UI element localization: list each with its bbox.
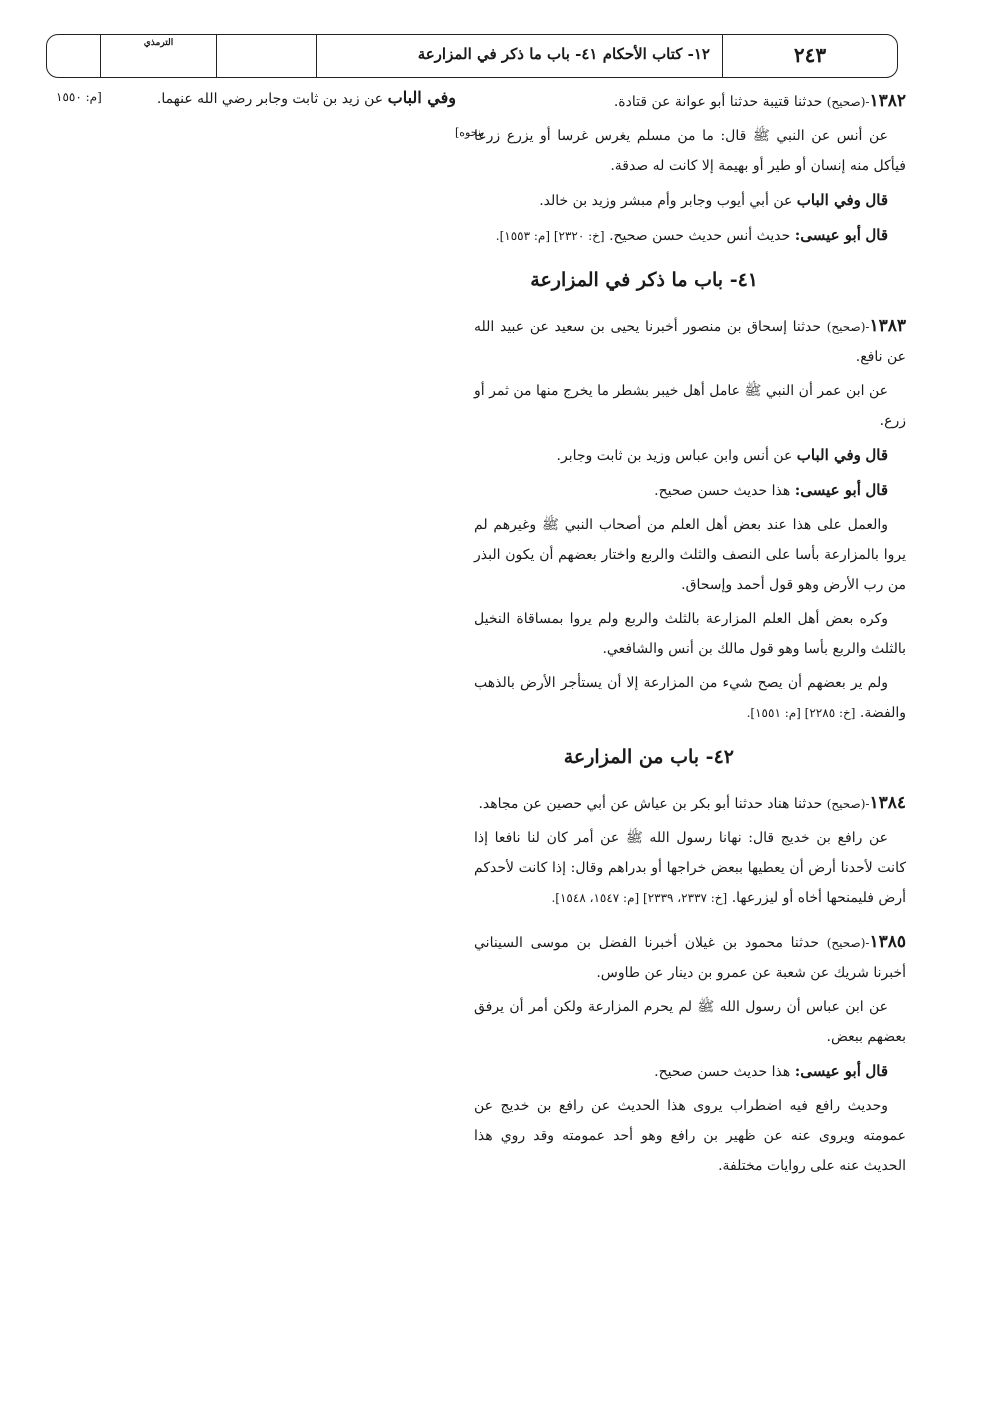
side-bab-label: وفي الباب: [387, 88, 456, 107]
qal-label: قال: [865, 481, 888, 499]
matn-text: عن رافع بن خديج قال: نهانا رسول الله ﷺ عن أمر كان لنا نافعا إذا كانت لأحدنا أرض أن يعطيها ببعض خراجها أو بدراهم وقال: إذا كانت لأحدكم أرض فليمنحها أخاه أو ليزرعها.: [474, 830, 906, 906]
hadith-1382-bab: [474, 185, 906, 216]
abu-isa-label: أبو عيسى:: [794, 226, 861, 244]
qal-label: قال: [865, 226, 888, 244]
side-bab-text: عن زيد بن ثابت وجابر رضي الله عنهما.: [156, 91, 384, 107]
qal-label: قال: [865, 1062, 888, 1080]
section-title-41: ٤١- باب ما ذكر في المزارعة: [530, 269, 758, 291]
bab-label: وفي الباب: [796, 191, 861, 209]
header-cell-title: [317, 35, 723, 77]
hadith-1385-commentary: وحديث رافع فيه اضطراب يروى هذا الحديث عن رافع بن خديج عن عمومته ويروى عنه عن ظهير بن رافع وهو أحد عمومته وقد روي هذا الحديث عنه على روايات مختلفة.: [474, 1098, 906, 1174]
hadith-1383-commentary-1: والعمل على هذا عند بعض أهل العلم من أصحاب النبي ﷺ وغيرهم لم يروا بالمزارعة بأسا على النصف والثلث والربع واختار بعضهم أن يكون البذر من رب الأرض وهو قول أحمد وإسحاق.: [474, 517, 906, 593]
hadith-number: ١٣٨٣: [869, 316, 907, 336]
hadith-number: ١٣٨٥: [869, 932, 906, 952]
abu-isa-label: أبو عيسى:: [794, 481, 861, 499]
isnad-text: حدثنا إسحاق بن منصور أخبرنا يحيى بن سعيد عن عبيد الله عن نافع.: [474, 319, 906, 365]
abu-isa-label: أبو عيسى:: [794, 1062, 861, 1080]
hadith-number: ١٣٨٢: [869, 91, 906, 111]
takhrij-reference: [خ: ٢٢٨٥] [م: ١٥٥١].: [746, 706, 856, 720]
verdict-text: هذا حديث حسن صحيح.: [654, 483, 791, 499]
hadith-grade: -(صحيح): [826, 797, 870, 811]
hadith-1383-verdict: [474, 475, 906, 506]
main-column: [474, 86, 906, 1185]
hadith-1382-isnad: [474, 86, 906, 117]
side-snippet: [56, 88, 456, 112]
hadith-1383-bab: [474, 440, 906, 471]
side-note: بنحوه]: [455, 126, 485, 139]
verdict-text: حديث أنس حديث حسن صحيح.: [609, 228, 791, 244]
bab-label: وفي الباب: [796, 446, 861, 464]
hadith-1383-matn: عن ابن عمر أن النبي ﷺ عامل أهل خيبر بشطر ما يخرج منها من ثمر أو زرع.: [474, 383, 906, 429]
hadith-1382-matn: عن أنس عن النبي ﷺ قال: ما من مسلم يغرس غرسا أو يزرع زرعا فيأكل منه إنسان أو طير أو بهيمة إلا كانت له صدقة.: [474, 128, 906, 174]
hadith-1384-matn: [474, 823, 906, 913]
commentary-text: ولم ير بعضهم أن يصح شيء من المزارعة إلا أن يستأجر الأرض بالذهب والفضة.: [474, 675, 906, 721]
hadith-1382-verdict: [474, 220, 906, 251]
qal-label: قال: [865, 191, 888, 209]
header-cell-empty-2: [217, 35, 317, 77]
isnad-text: حدثنا هناد حدثنا أبو بكر بن عياش عن أبي حصين عن مجاهد.: [478, 796, 823, 812]
page-number: ٢٤٣: [793, 43, 827, 67]
hadith-1383-commentary-3: [474, 668, 906, 728]
hadith-number: ١٣٨٤: [869, 793, 906, 813]
header-cell-page: [723, 35, 897, 77]
qal-label: قال: [865, 446, 888, 464]
hadith-1383-commentary-2: وكره بعض أهل العلم المزارعة بالثلث والربع ولم يروا بمساقاة النخيل بالثلث والربع بأسا وهو قول مالك بن أنس والشافعي.: [474, 611, 906, 657]
hadith-1385-matn: عن ابن عباس أن رسول الله ﷺ لم يحرم المزارعة ولكن أمر أن يرفق بعضهم ببعض.: [474, 999, 906, 1045]
bab-text: عن أنس وابن عباس وزيد بن ثابت وجابر.: [556, 448, 793, 464]
takhrij-reference: [خ: ٢٣٢٠] [م: ١٥٥٣].: [495, 229, 605, 243]
page-header: [46, 34, 898, 78]
hadith-1383-isnad: [474, 311, 906, 372]
header-cell-book: [101, 35, 217, 77]
section-title-42: ٤٢- باب من المزارعة: [563, 746, 734, 768]
header-chapter-title: ١٢- كتاب الأحكام ٤١- باب ما ذكر في المزارعة: [417, 45, 710, 63]
bab-text: عن أبي أيوب وجابر وأم مبشر وزيد بن خالد.: [539, 193, 793, 209]
takhrij-reference: [خ: ٢٣٣٧، ٢٣٣٩] [م: ١٥٤٧، ١٥٤٨].: [551, 891, 728, 905]
side-snippet-text: [157, 88, 456, 107]
hadith-1385-isnad: [474, 927, 906, 988]
hadith-grade: -(صحيح): [826, 95, 870, 109]
verdict-text: هذا حديث حسن صحيح.: [654, 1064, 791, 1080]
side-reference: [م: ١٥٥٠: [56, 90, 102, 104]
hadith-1385-verdict: [474, 1056, 906, 1087]
hadith-1384-isnad: [474, 788, 906, 819]
hadith-grade: -(صحيح): [826, 936, 870, 950]
header-book-label: الترمذي: [143, 38, 174, 48]
spacer: [474, 917, 906, 927]
isnad-text: حدثنا قتيبة حدثنا أبو عوانة عن قتادة.: [613, 94, 823, 110]
header-cell-empty-1: [47, 35, 101, 77]
isnad-text: حدثنا محمود بن غيلان أخبرنا الفضل بن موسى السيناني أخبرنا شريك عن شعبة عن عمرو بن دينار عن طاوس.: [474, 935, 906, 981]
hadith-grade: -(صحيح): [826, 320, 870, 334]
